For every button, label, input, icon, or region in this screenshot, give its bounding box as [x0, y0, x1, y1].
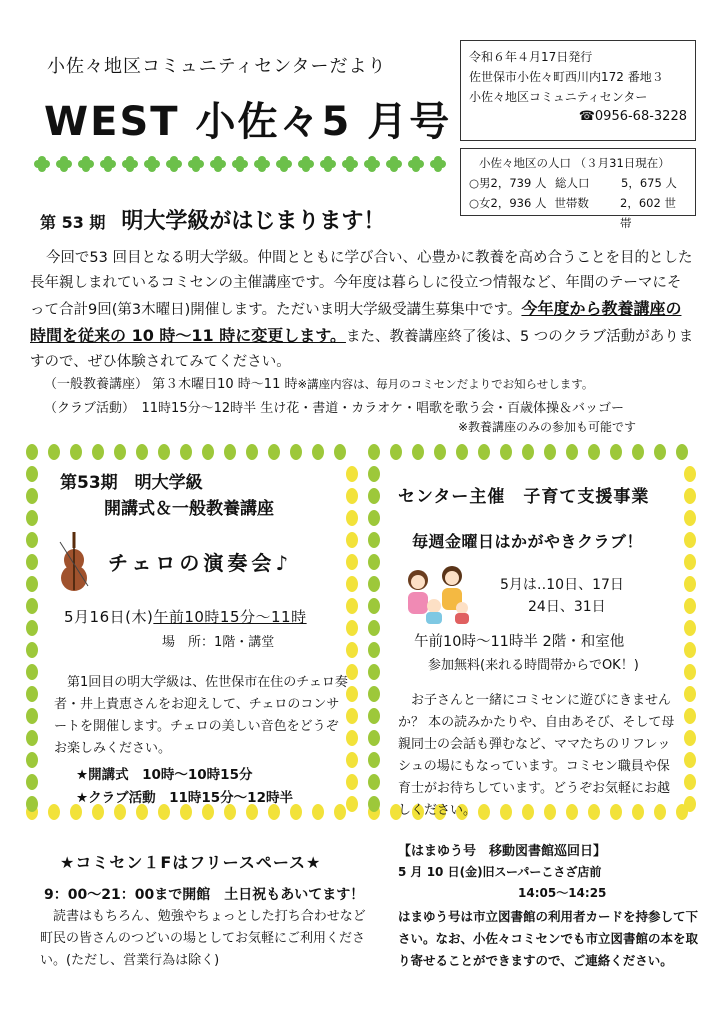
- clover-icon: [298, 156, 314, 172]
- library-time: 14:05～14:25: [518, 886, 607, 900]
- free-space-hours: 9：00～21：00まで開館 土日祝もあいてます！: [44, 887, 365, 903]
- clover-icon: [342, 156, 358, 172]
- frame-dot: [268, 444, 280, 460]
- frame-dot: [368, 796, 380, 812]
- frame-dot: [26, 488, 38, 504]
- frame-dot: [676, 444, 688, 460]
- library-description: はまゆう号は市立図書館の利用者カードを持参して下さい。なお、小佐々コミセンでも市立図書館の本を取り寄せることができますので、ご連絡ください。: [398, 909, 699, 968]
- childcare-description: お子さんと一緒にコミセンに遊びにきませんか？ 本の読みかたりや、自由あそび、そして母親同士の会話も弾むなど、ママたちのリフレッシュの場にもなっています。コミセン職員や保育士がお待ちしています。どうぞお気軽にお越しください。: [398, 693, 675, 818]
- frame-dot: [368, 686, 380, 702]
- population-box: [460, 148, 696, 230]
- frame-dot: [26, 466, 38, 482]
- family-icon: [398, 562, 478, 626]
- library-date: 5 月 10 日(金)旧スーパーこさざ店前: [398, 865, 602, 879]
- frame-dot: [70, 444, 82, 460]
- frame-dot: [412, 444, 424, 460]
- frame-dot: [368, 554, 380, 570]
- clover-icon: [430, 156, 446, 172]
- intro-paragraph: [30, 246, 694, 375]
- clover-icon: [210, 156, 226, 172]
- clover-icon: [34, 156, 50, 172]
- childcare-title: センター主催 子育て支援事業: [398, 487, 650, 507]
- total-label: 総人口: [555, 176, 590, 190]
- frame-dot: [368, 532, 380, 548]
- frame-dot: [290, 444, 302, 460]
- frame-dot: [390, 444, 402, 460]
- frame-dot: [26, 510, 38, 526]
- frame-dot: [368, 576, 380, 592]
- concert-title: チェロの演奏会♪: [108, 550, 293, 575]
- free-space-title: ★コミセン１Fはフリースペース★: [60, 853, 322, 872]
- childcare-fee: 参加無料(来れる時間帯からでOK！): [428, 658, 639, 673]
- panel-title: [54, 470, 354, 522]
- frame-dot: [684, 598, 696, 614]
- frame-dot: [684, 466, 696, 482]
- frame-dot: [312, 444, 324, 460]
- frame-dot: [368, 730, 380, 746]
- intro-highlight: 今年度から教養講座の時間を従来の 10 時～11 時に変更します。: [30, 299, 682, 345]
- cello-icon: [54, 530, 94, 592]
- frame-dot: [368, 488, 380, 504]
- frame-dot: [92, 444, 104, 460]
- frame-dot: [26, 620, 38, 636]
- frame-dot: [26, 708, 38, 724]
- schedule-club: （クラブ活動） 11時15分～12時半 生け花・書道・カラオケ・唱歌を歌う会・百歳体操＆バッゴー: [44, 401, 624, 416]
- frame-dot: [684, 686, 696, 702]
- clover-icon: [364, 156, 380, 172]
- concert-description: 第1回目の明大学級は、佐世保市在住のチェロ奏者・井上貴恵さんをお迎えして、チェロのコンサートを開催します。チェロの美しい音色をどうぞお楽しみください。: [54, 675, 348, 756]
- frame-dot: [654, 444, 666, 460]
- frame-dot: [26, 444, 38, 460]
- female-count: 2，936 人: [490, 196, 547, 210]
- male-label: ○男: [469, 176, 491, 190]
- main-headline: [40, 204, 385, 235]
- concert-day: 5月16日(木): [64, 608, 154, 626]
- clover-icon: [166, 156, 182, 172]
- frame-dot: [478, 444, 490, 460]
- frame-dot: [202, 444, 214, 460]
- male-count: 2，739 人: [490, 176, 547, 190]
- schedule-dates: [500, 574, 624, 618]
- households-label: 世帯数: [554, 196, 589, 210]
- frame-dot: [684, 730, 696, 746]
- center-name: 小佐々地区コミュニティセンター: [469, 90, 648, 104]
- frame-dot: [588, 444, 600, 460]
- frame-dot: [26, 554, 38, 570]
- frame-dot: [368, 708, 380, 724]
- total-count: 5，675 人: [621, 176, 677, 190]
- clover-icon: [144, 156, 160, 172]
- club-time: ★クラブ活動 11時15分～12時半: [76, 790, 293, 806]
- frame-dot: [368, 642, 380, 658]
- headline-text: 明大学級がはじまります！: [121, 209, 386, 234]
- clover-icon: [386, 156, 402, 172]
- issue-date: 令和６年４月17日発行: [469, 50, 593, 64]
- clover-icon: [78, 156, 94, 172]
- frame-dot: [684, 620, 696, 636]
- ceremony-time: ★開講式 10時～10時15分: [76, 767, 253, 783]
- frame-dot: [180, 444, 192, 460]
- panel-title-line-1: 第53期 明大学級: [60, 473, 203, 493]
- clover-icon: [188, 156, 204, 172]
- frame-dot: [684, 642, 696, 658]
- frame-dot: [684, 554, 696, 570]
- clover-icon: [276, 156, 292, 172]
- address: 佐世保市小佐々町西川内172 番地３: [469, 70, 664, 84]
- intro-text-1: 今回で53 回目となる明大学級。仲間とともに学び合い、心豊かに教養を高め合うことを目的とした長年親しまれているコミセンの主催講座です。今年度は暮らしに役立つ情報など、年間のテーマにそって合計9回(第3木曜日)開催します。ただいま明大学級受講生募集中です。: [30, 250, 693, 318]
- concert-place: 場 所：1階・講堂: [162, 635, 275, 650]
- concert-date: [54, 606, 354, 627]
- schedule-general: （一般教養講座） 第３木曜日10 時～11 時: [44, 377, 298, 392]
- frame-dot: [26, 774, 38, 790]
- frame-dot: [544, 444, 556, 460]
- frame-dot: [26, 730, 38, 746]
- concert-time: 午前10時15分～11時: [153, 608, 307, 626]
- frame-dot: [632, 444, 644, 460]
- frame-dot: [368, 444, 380, 460]
- frame-dot: [368, 774, 380, 790]
- frame-dot: [26, 664, 38, 680]
- clover-icon: [232, 156, 248, 172]
- frame-dot: [26, 686, 38, 702]
- schedule: [44, 372, 624, 421]
- org-name: 小佐々地区コミュニティセンターだより: [47, 56, 387, 77]
- population-heading: 小佐々地区の人口 （３月31日現在）: [479, 156, 670, 170]
- dates-line-2: 24日、31日: [528, 599, 606, 615]
- issue-info-box: [460, 40, 696, 141]
- page-title: WEST 小佐々5 月号: [44, 99, 452, 145]
- frame-dot: [684, 708, 696, 724]
- free-space-description: 読書はもちろん、勉強やちょっとした打ち合わせなど町民の皆さんのつどいの場としてお気軽にご利用ください。(ただし、営業行為は除く): [40, 909, 366, 968]
- library-title: 【はまゆう号 移動図書館巡回日】: [398, 844, 607, 859]
- clover-icon: [254, 156, 270, 172]
- term-label: 第 53 期: [40, 213, 106, 232]
- female-label: ○女: [469, 196, 491, 210]
- households-count: 2，602 世帯: [620, 196, 676, 230]
- lecture-only-note: ※教養講座のみの参加も可能です: [458, 420, 637, 434]
- childcare-time: 午前10時～11時半 2階・和室他: [414, 634, 625, 650]
- frame-dot: [368, 664, 380, 680]
- frame-dot: [224, 444, 236, 460]
- frame-dot: [26, 576, 38, 592]
- childcare-subtitle: 毎週金曜日はかがやきクラブ！: [412, 532, 644, 551]
- frame-dot: [684, 664, 696, 680]
- schedule-general-note: ※講座内容は、毎月のコミセンだよりでお知らせします。: [297, 377, 594, 391]
- frame-dot: [368, 598, 380, 614]
- clover-icon: [122, 156, 138, 172]
- frame-dot: [566, 444, 578, 460]
- frame-dot: [368, 620, 380, 636]
- phone-number: ☎0956-68-3228: [578, 109, 687, 124]
- clover-icon: [56, 156, 72, 172]
- frame-dot: [48, 444, 60, 460]
- frame-dot: [368, 752, 380, 768]
- clover-border: [30, 152, 450, 176]
- clover-icon: [408, 156, 424, 172]
- frame-dot: [522, 444, 534, 460]
- frame-dot: [684, 774, 696, 790]
- frame-dot: [114, 444, 126, 460]
- frame-dot: [610, 444, 622, 460]
- opening-ceremony-panel: [54, 470, 354, 810]
- frame-dot: [434, 444, 446, 460]
- childcare-panel: [398, 482, 688, 818]
- frame-dot: [246, 444, 258, 460]
- frame-dot: [684, 576, 696, 592]
- frame-dot: [368, 510, 380, 526]
- frame-dot: [456, 444, 468, 460]
- frame-dot: [26, 642, 38, 658]
- frame-dot: [684, 752, 696, 768]
- clover-icon: [320, 156, 336, 172]
- clover-icon: [100, 156, 116, 172]
- intro-text-2: また、教養講座終了後は、5 つのクラブ活動がありますので、ぜひ体験されてみてください。: [30, 329, 694, 370]
- dates-line-1: 5月は‥10日、17日: [500, 577, 624, 593]
- frame-dot: [500, 444, 512, 460]
- frame-dot: [26, 796, 38, 812]
- frame-dot: [136, 444, 148, 460]
- frame-dot: [158, 444, 170, 460]
- frame-dot: [26, 752, 38, 768]
- frame-dot: [368, 466, 380, 482]
- frame-dot: [26, 532, 38, 548]
- panel-title-line-2: 開講式＆一般教養講座: [104, 499, 274, 519]
- frame-dot: [684, 796, 696, 812]
- frame-dot: [334, 444, 346, 460]
- frame-dot: [26, 598, 38, 614]
